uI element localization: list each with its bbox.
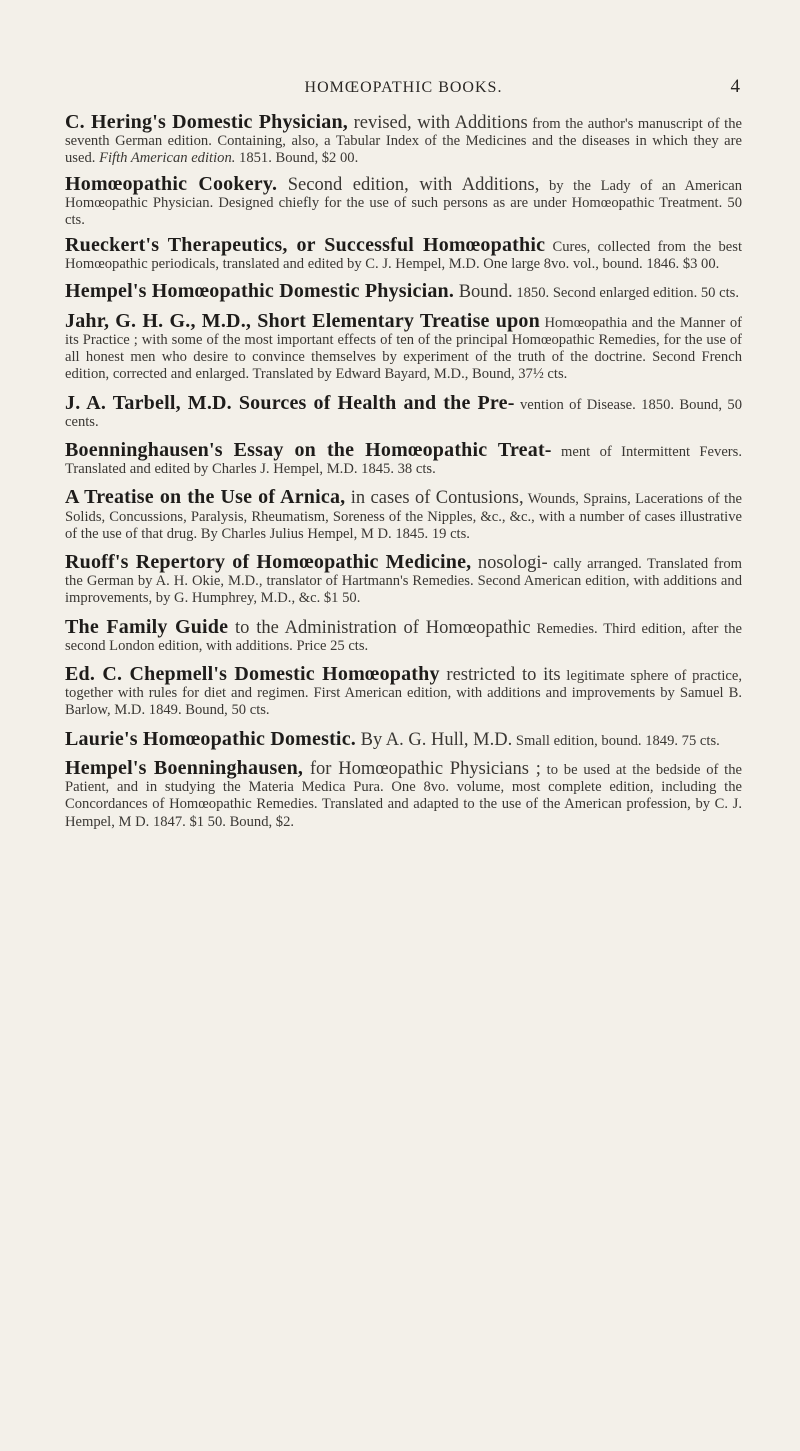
entry-heading: Jahr, G. H. G., M.D., Short Elementary Treatise upon bbox=[65, 309, 540, 332]
book-entry-hempel-domestic-physician bbox=[65, 279, 742, 302]
entry-lead: By A. G. Hull, M.D. bbox=[355, 729, 513, 750]
entry-heading: Laurie's Homœopathic Domestic. bbox=[65, 727, 356, 750]
book-entry-hering-domestic-physician bbox=[65, 111, 742, 168]
entry-text: vention of Disease. 1850. Bound, 50 cents. bbox=[65, 396, 743, 430]
book-entry-ruoff-repertory bbox=[65, 551, 743, 608]
book-entry-laurie-homoeopathic-domestic bbox=[65, 727, 742, 750]
book-entry-hempel-boenninghausen bbox=[65, 756, 742, 831]
entry-text: Homœopathia and the Manner of its Practice ; with some of the most important effects of ten of the principal Homœopathic Remedies, for the use of all honest men who desire to convince themselves by experiment of the truth of the doctrine. Second French edition, corrected and enlarged. Translated by Edward Bayard, M.D., Bound, 37½ cts. bbox=[65, 314, 742, 383]
book-entry-boenninghausen-essay bbox=[65, 439, 742, 478]
entry-text: Wounds, Sprains, Lacerations of the Solids, Concussions, Paralysis, Rheumatism, Soreness of the Nipples, &c., &c., with a number of cases illustrative of the use of that drug. By Charles Julius Hempel, M D. 1845. 19 cts. bbox=[65, 491, 743, 542]
entry-lead: in cases of Contusions, bbox=[345, 488, 524, 509]
entry-text: ment of Intermittent Fevers. Translated and edited by Charles J. Hempel, M.D. 1845. 38 cts. bbox=[65, 444, 742, 478]
entry-lead: restricted to its bbox=[439, 665, 561, 686]
page-number: 4 bbox=[730, 76, 740, 97]
entry-lead: to the Administration of Homœopathic bbox=[228, 617, 531, 638]
entry-italic: Fifth American edition. bbox=[99, 150, 236, 167]
book-entry-jahr-elementary-treatise bbox=[65, 309, 742, 384]
entry-text: cally arranged. Translated from the German by A. H. Okie, M.D., translator of Hartmann's Remedies. Second American edition, with additions and improvements, by G. Humphrey, M.D., &c. $1 50. bbox=[65, 556, 743, 607]
entry-lead: Second edition, with Additions, bbox=[277, 174, 540, 195]
entry-tail: 1851. Bound, $2 00. bbox=[235, 150, 359, 167]
entry-heading: C. Hering's Domestic Physician, bbox=[65, 111, 348, 133]
entry-text: Remedies. Third edition, after the second London edition, with additions. Price 25 cts. bbox=[65, 620, 743, 654]
entry-text: from the author's manuscript of the seventh German edition. Containing, also, a Tabular Index of the Medicines and the diseases in which they are used. bbox=[65, 116, 742, 167]
book-entry-family-guide bbox=[65, 615, 743, 655]
entry-heading: Homœopathic Cookery. bbox=[65, 172, 278, 195]
running-head bbox=[65, 0, 742, 112]
entry-text: Small edition, bound. 1849. 75 cts. bbox=[512, 732, 720, 749]
running-title: HOMŒOPATHIC BOOKS. bbox=[304, 79, 503, 96]
entry-lead: Bound. bbox=[454, 281, 513, 302]
entry-lead: revised, with Additions bbox=[347, 113, 528, 133]
entry-heading: Boenninghausen's Essay on the Homœopathic Treat- bbox=[65, 439, 552, 462]
entry-text: legitimate sphere of practice, together with rules for diet and regimen. First American edition, with additions and improvements by Samuel B. Barlow, M.D. 1849. Bound, 50 cts. bbox=[65, 668, 742, 719]
entry-lead: nosologi- bbox=[471, 553, 548, 574]
entry-text: to be used at the bedside of the Patient, and in studying the Materia Medica Pura. One 8vo. volume, most complete edition, including the Concordances of Homœopathic Remedies. Translated and adapted to the use of the American profession, by C. J. Hempel, M D. 1847. $1 50. Bound, $2. bbox=[65, 761, 742, 830]
book-entry-rueckert-therapeutics bbox=[65, 234, 742, 273]
entry-text: 1850. Second enlarged edition. 50 cts. bbox=[512, 284, 739, 301]
entry-lead: for Homœopathic Physicians ; bbox=[303, 758, 541, 779]
entry-heading: Rueckert's Therapeutics, or Successful Homœopathic bbox=[65, 234, 546, 257]
book-entry-homoeopathic-cookery bbox=[65, 172, 742, 230]
entry-heading: Ed. C. Chepmell's Domestic Homœopathy bbox=[65, 663, 440, 686]
entry-heading: A Treatise on the Use of Arnica, bbox=[65, 486, 346, 509]
entry-text: by the Lady of an American Homœopathic Physician. Designed chiefly for the use of such persons as are under Homœopathic Treatment. 50 cts. bbox=[65, 177, 742, 229]
entry-heading: J. A. Tarbell, M.D. Sources of Health and the Pre- bbox=[65, 391, 515, 414]
book-entry-chepmell-domestic-homoeopathy bbox=[65, 663, 742, 720]
book-entry-treatise-on-arnica bbox=[65, 486, 743, 543]
book-entry-tarbell-sources-of-health bbox=[65, 391, 743, 431]
entry-heading: Hempel's Boenninghausen, bbox=[65, 756, 304, 779]
entry-heading: Hempel's Homœopathic Domestic Physician. bbox=[65, 279, 455, 302]
entry-heading: The Family Guide bbox=[65, 615, 229, 638]
entry-text: Cures, collected from the best Homœopathic periodicals, translated and edited by C. J. Hempel, M.D. One large 8vo. vol., bound. 1846. $3 00. bbox=[65, 239, 742, 273]
entry-heading: Ruoff's Repertory of Homœopathic Medicine, bbox=[65, 551, 472, 574]
